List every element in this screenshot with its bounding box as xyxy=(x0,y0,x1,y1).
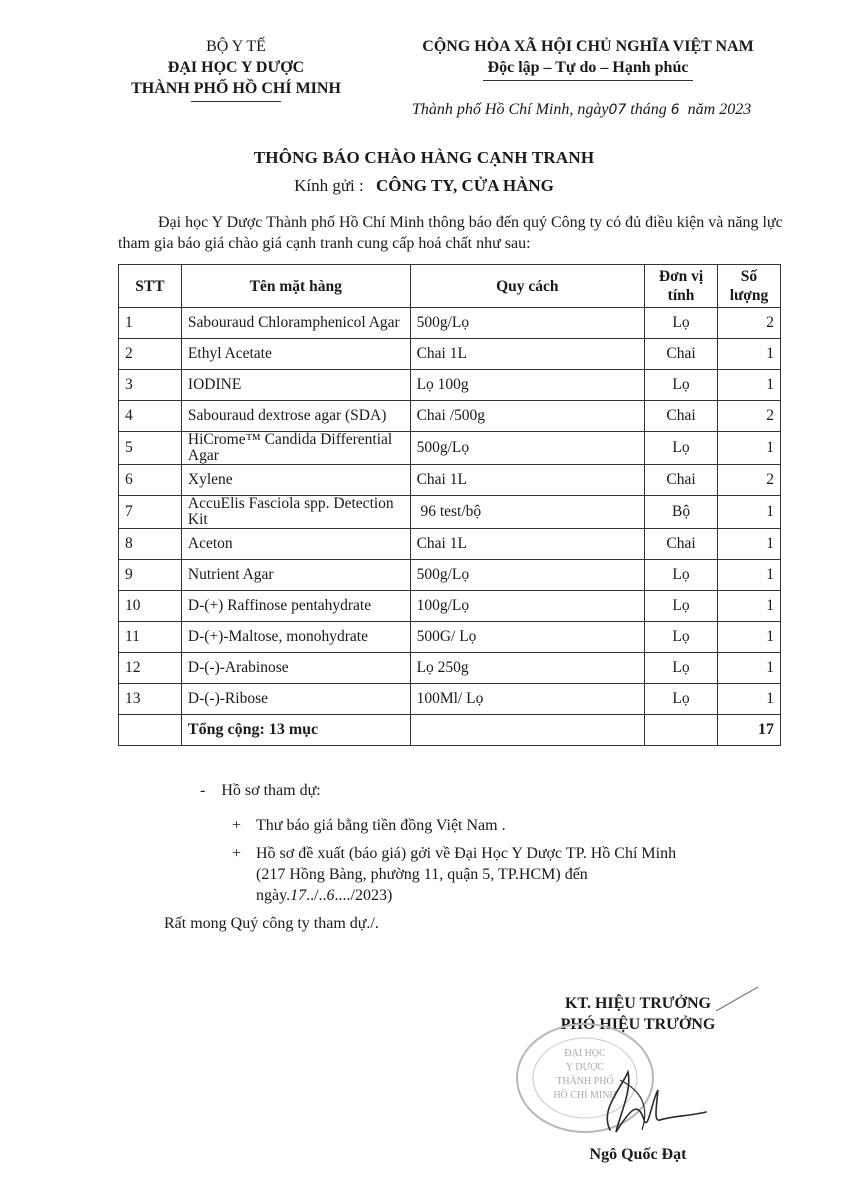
row-unit: Chai xyxy=(645,401,718,432)
row-unit: Lọ xyxy=(645,684,718,715)
row-stt: 9 xyxy=(119,560,182,591)
row-qty: 2 xyxy=(717,465,780,496)
seal-text-2: Y DƯỢC xyxy=(565,1062,605,1073)
header-left-rule xyxy=(191,101,281,102)
row-stt: 10 xyxy=(119,591,182,622)
row-name: D-(+)-Maltose, monohydrate xyxy=(181,622,410,653)
row-spec: Chai 1L xyxy=(410,465,645,496)
closing-line: Rất mong Quý công ty tham dự./. xyxy=(164,915,379,932)
row-qty: 1 xyxy=(717,370,780,401)
row-qty: 1 xyxy=(717,591,780,622)
header-qty-line1: Số xyxy=(740,268,758,285)
date-month: 6 xyxy=(670,102,680,118)
row-stt: 2 xyxy=(119,339,182,370)
table-row xyxy=(119,308,781,339)
table-row xyxy=(119,432,781,465)
initial-stroke-icon xyxy=(712,985,762,1015)
ministry-name: BỘ Y TẾ xyxy=(206,38,266,55)
row-spec: Chai 1L xyxy=(410,339,645,370)
document-title: THÔNG BÁO CHÀO HÀNG CẠNH TRANH xyxy=(253,148,595,167)
row-stt: 13 xyxy=(119,684,182,715)
row-spec: Chai /500g xyxy=(410,401,645,432)
row-stt: 12 xyxy=(119,653,182,684)
total-empty-spec xyxy=(410,715,645,746)
row-unit: Chai xyxy=(645,529,718,560)
deadline-sep1: ../.. xyxy=(306,887,327,904)
document-item-1 xyxy=(232,815,506,836)
document-item-2-line1: Hồ sơ đề xuất (báo giá) gởi về Đại Học Y Dược TP. Hồ Chí Minh xyxy=(256,845,677,862)
row-name: Sabouraud Chloramphenicol Agar xyxy=(181,308,410,339)
table-row xyxy=(119,370,781,401)
row-spec: Chai 1L xyxy=(410,529,645,560)
document-item-2 xyxy=(232,843,776,906)
table-row xyxy=(119,653,781,684)
header-unit-line1: Đơn vị xyxy=(658,268,704,285)
deadline-month: 6 xyxy=(326,887,335,904)
row-qty: 2 xyxy=(717,308,780,339)
documents-label xyxy=(200,782,321,800)
header-spec: Quy cách xyxy=(410,265,645,308)
table-body xyxy=(119,308,781,715)
row-unit: Lọ xyxy=(645,653,718,684)
header-unit-line2: tính xyxy=(667,287,695,304)
row-qty: 1 xyxy=(717,684,780,715)
row-qty: 1 xyxy=(717,622,780,653)
dash-bullet: - xyxy=(200,782,206,799)
row-unit: Lọ xyxy=(645,560,718,591)
country-name: CỘNG HÒA XÃ HỘI CHỦ NGHĨA VIỆT NAM xyxy=(422,38,754,55)
university-name: ĐẠI HỌC Y DƯỢC xyxy=(167,59,305,76)
date-day: 07 xyxy=(608,102,627,118)
header-right-rule xyxy=(483,80,693,81)
header-qty-line2: lượng xyxy=(729,287,769,304)
signatory-title-line2: PHÓ HIỆU TRƯỞNG xyxy=(560,1016,716,1033)
seal-text-3: THÀNH PHỐ xyxy=(556,1076,614,1087)
recipient-label: Kính gửi : xyxy=(294,176,364,195)
seal-text-4: HỒ CHÍ MINH xyxy=(553,1090,617,1101)
table-row xyxy=(119,401,781,432)
plus-bullet: + xyxy=(232,845,242,862)
row-name: D-(-)-Ribose xyxy=(181,684,410,715)
handwritten-signature-icon xyxy=(580,1060,710,1140)
intro-paragraph: Đại học Y Dược Thành phố Hồ Chí Minh thông báo đến quý Công ty có đủ điều kiện và năng lực tham gia báo giá chào giá cạnh tranh cung cấp hoá chất như sau: xyxy=(118,214,783,252)
total-qty: 17 xyxy=(717,715,780,746)
row-spec: Lọ 250g xyxy=(410,653,645,684)
row-name: AccuElis Fasciola spp. Detection Kit xyxy=(181,496,410,529)
row-spec: 96 test/bộ xyxy=(410,496,645,529)
plus-bullet: + xyxy=(232,817,242,834)
row-name: D-(-)-Arabinose xyxy=(181,653,410,684)
document-item-1-text: Thư báo giá bằng tiền đồng Việt Nam . xyxy=(256,817,506,834)
row-name: IODINE xyxy=(181,370,410,401)
date-line xyxy=(412,101,812,119)
table-row xyxy=(119,684,781,715)
row-name: D-(+) Raffinose pentahydrate xyxy=(181,591,410,622)
row-spec: Lọ 100g xyxy=(410,370,645,401)
row-qty: 1 xyxy=(717,529,780,560)
row-qty: 1 xyxy=(717,653,780,684)
row-name: Aceton xyxy=(181,529,410,560)
row-qty: 1 xyxy=(717,560,780,591)
header-stt: STT xyxy=(119,265,182,308)
row-unit: Bộ xyxy=(645,496,718,529)
row-name: Ethyl Acetate xyxy=(181,339,410,370)
date-year: năm 2023 xyxy=(679,101,752,118)
date-month-label: tháng xyxy=(626,101,671,118)
table-header-row xyxy=(119,265,781,308)
deadline-day: 17 xyxy=(290,887,307,904)
total-label: Tổng cộng: 13 mục xyxy=(181,715,410,746)
table-row xyxy=(119,560,781,591)
date-prefix: Thành phố Hồ Chí Minh, ngày xyxy=(412,101,609,118)
row-unit: Lọ xyxy=(645,622,718,653)
row-unit: Lọ xyxy=(645,432,718,465)
row-stt: 4 xyxy=(119,401,182,432)
row-stt: 7 xyxy=(119,496,182,529)
table-row xyxy=(119,591,781,622)
recipient-line xyxy=(0,176,848,196)
signatory-name: Ngô Quốc Đạt xyxy=(589,1146,687,1163)
row-spec: 500g/Lọ xyxy=(410,308,645,339)
table-row xyxy=(119,339,781,370)
table-row xyxy=(119,529,781,560)
row-spec: 500G/ Lọ xyxy=(410,622,645,653)
row-name: Xylene xyxy=(181,465,410,496)
university-city: THÀNH PHỐ HỒ CHÍ MINH xyxy=(131,80,341,97)
row-spec: 100Ml/ Lọ xyxy=(410,684,645,715)
document-item-2-line2: (217 Hồng Bàng, phường 11, quận 5, TP.HCM) đến xyxy=(256,866,588,883)
header-qty xyxy=(717,265,780,308)
issuer-header xyxy=(108,36,364,102)
table-row xyxy=(119,465,781,496)
row-unit: Lọ xyxy=(645,370,718,401)
table-total-row xyxy=(119,715,781,746)
row-qty: 1 xyxy=(717,339,780,370)
documents-label-text: Hồ sơ tham dự: xyxy=(221,782,321,799)
national-header xyxy=(380,36,796,81)
national-motto: Độc lập – Tự do – Hạnh phúc xyxy=(487,59,689,76)
row-spec: 100g/Lọ xyxy=(410,591,645,622)
row-stt: 1 xyxy=(119,308,182,339)
row-unit: Lọ xyxy=(645,591,718,622)
total-empty-stt xyxy=(119,715,182,746)
row-name: Sabouraud dextrose agar (SDA) xyxy=(181,401,410,432)
deadline-sep2: ..../2023) xyxy=(334,887,393,904)
header-name: Tên mặt hàng xyxy=(181,265,410,308)
deadline-prefix: ngày. xyxy=(256,887,291,904)
header-unit xyxy=(645,265,718,308)
row-stt: 5 xyxy=(119,432,182,465)
row-spec: 500g/Lọ xyxy=(410,432,645,465)
signatory-title-line1: KT. HIỆU TRƯỞNG xyxy=(565,995,711,1012)
row-unit: Chai xyxy=(645,339,718,370)
row-unit: Chai xyxy=(645,465,718,496)
row-qty: 1 xyxy=(717,496,780,529)
row-stt: 8 xyxy=(119,529,182,560)
row-qty: 1 xyxy=(717,432,780,465)
items-table xyxy=(118,264,781,746)
table-row xyxy=(119,622,781,653)
seal-text-1: ĐẠI HỌC xyxy=(564,1048,606,1059)
row-qty: 2 xyxy=(717,401,780,432)
total-empty-unit xyxy=(645,715,718,746)
document-item-2-line3 xyxy=(256,885,776,906)
row-stt: 6 xyxy=(119,465,182,496)
row-name: HiCrome™ Candida Differential Agar xyxy=(181,432,410,465)
row-spec: 500g/Lọ xyxy=(410,560,645,591)
row-unit: Lọ xyxy=(645,308,718,339)
row-stt: 11 xyxy=(119,622,182,653)
recipient-name: CÔNG TY, CỬA HÀNG xyxy=(376,176,554,195)
row-stt: 3 xyxy=(119,370,182,401)
row-name: Nutrient Agar xyxy=(181,560,410,591)
table-row xyxy=(119,496,781,529)
